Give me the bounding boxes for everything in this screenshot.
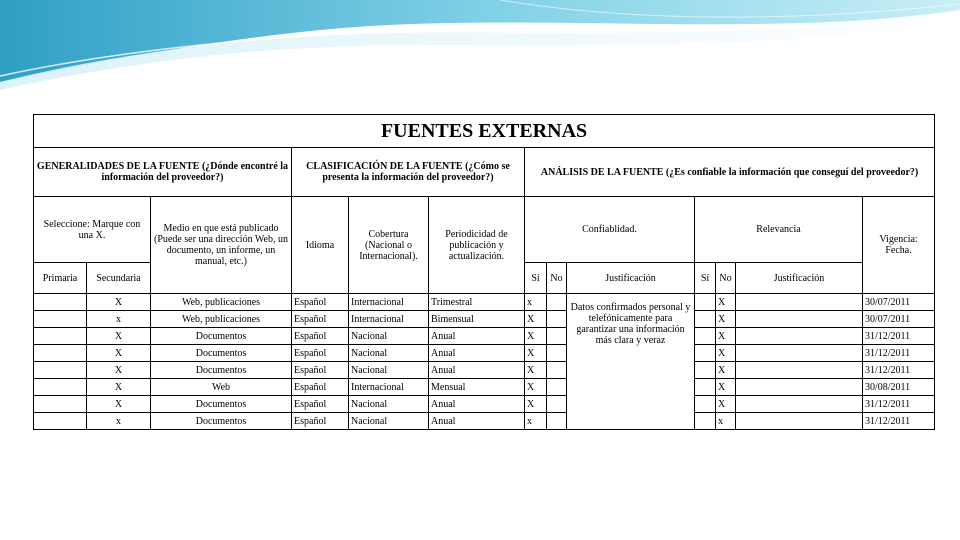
- cell-medio: Web: [151, 379, 292, 396]
- decorative-wave-banner: [0, 0, 960, 110]
- cell-conf-si: X: [525, 311, 547, 328]
- cell-secundaria: X: [87, 328, 151, 345]
- cell-periodicidad: Anual: [429, 362, 525, 379]
- cell-medio: Web, publicaciones: [151, 294, 292, 311]
- cell-primaria: [34, 413, 87, 430]
- cell-conf-si: X: [525, 396, 547, 413]
- cell-rel-si: [695, 311, 716, 328]
- cell-cobertura: Nacional: [349, 345, 429, 362]
- header-secundaria: Secundaria: [87, 263, 151, 294]
- cell-rel-no: X: [716, 345, 736, 362]
- cell-rel-just: [736, 362, 863, 379]
- cell-periodicidad: Anual: [429, 345, 525, 362]
- cell-secundaria: X: [87, 362, 151, 379]
- cell-secundaria: x: [87, 413, 151, 430]
- cell-periodicidad: Anual: [429, 396, 525, 413]
- table-row: [34, 294, 935, 311]
- cell-conf-no: [547, 379, 567, 396]
- table-row: [34, 396, 935, 413]
- cell-rel-just: [736, 413, 863, 430]
- cell-conf-si: x: [525, 294, 547, 311]
- cell-vigencia: 31/12/2011: [863, 396, 935, 413]
- header-rel-no: No: [716, 263, 736, 294]
- cell-idioma: Español: [292, 413, 349, 430]
- cell-rel-just: [736, 328, 863, 345]
- cell-secundaria: X: [87, 396, 151, 413]
- cell-cobertura: Nacional: [349, 413, 429, 430]
- header-rel-justificacion: Justificación: [736, 263, 863, 294]
- cell-rel-si: [695, 362, 716, 379]
- cell-conf-no: [547, 413, 567, 430]
- header-cobertura: Cobertura (Nacional o Internacional).: [349, 197, 429, 294]
- group-analisis: ANÁLISIS DE LA FUENTE (¿Es confiable la información que conseguí del proveedor?): [525, 148, 935, 197]
- external-sources-table: [33, 114, 935, 430]
- table-row: [34, 328, 935, 345]
- header-vigencia: Vigencia: Fecha.: [863, 197, 935, 294]
- header-conf-si: Sí: [525, 263, 547, 294]
- cell-rel-si: [695, 413, 716, 430]
- cell-vigencia: 31/12/2011: [863, 345, 935, 362]
- header-seleccione: Seleccione: Marque con una X.: [34, 197, 151, 263]
- cell-primaria: [34, 311, 87, 328]
- cell-rel-si: [695, 396, 716, 413]
- cell-conf-si: X: [525, 362, 547, 379]
- cell-medio: Documentos: [151, 396, 292, 413]
- cell-primaria: [34, 362, 87, 379]
- cell-rel-just: [736, 396, 863, 413]
- cell-conf-si: X: [525, 345, 547, 362]
- cell-medio: Documentos: [151, 345, 292, 362]
- group-clasificacion: CLASIFICACIÓN DE LA FUENTE (¿Cómo se presenta la información del proveedor?): [292, 148, 525, 197]
- cell-medio: Documentos: [151, 413, 292, 430]
- cell-rel-just: [736, 311, 863, 328]
- cell-rel-no: X: [716, 379, 736, 396]
- cell-secundaria: x: [87, 311, 151, 328]
- cell-rel-no: x: [716, 413, 736, 430]
- header-rel-si: Sí: [695, 263, 716, 294]
- cell-vigencia: 30/08/2011: [863, 379, 935, 396]
- cell-rel-no: X: [716, 294, 736, 311]
- cell-idioma: Español: [292, 328, 349, 345]
- cell-primaria: [34, 379, 87, 396]
- cell-idioma: Español: [292, 294, 349, 311]
- cell-vigencia: 31/12/2011: [863, 413, 935, 430]
- table-row: [34, 379, 935, 396]
- cell-periodicidad: Mensual: [429, 379, 525, 396]
- cell-vigencia: 30/07/2011: [863, 311, 935, 328]
- header-medio: Medio en que está publicado (Puede ser una dirección Web, un documento, un informe, un manual, etc.): [151, 197, 292, 294]
- cell-rel-no: X: [716, 328, 736, 345]
- cell-rel-just: [736, 379, 863, 396]
- cell-rel-just: [736, 345, 863, 362]
- cell-conf-no: [547, 362, 567, 379]
- cell-cobertura: Nacional: [349, 396, 429, 413]
- cell-secundaria: X: [87, 379, 151, 396]
- cell-conf-no: [547, 294, 567, 311]
- cell-rel-no: X: [716, 362, 736, 379]
- cell-cobertura: Nacional: [349, 328, 429, 345]
- cell-medio: Web, publicaciones: [151, 311, 292, 328]
- cell-conf-si: x: [525, 413, 547, 430]
- cell-idioma: Español: [292, 311, 349, 328]
- cell-secundaria: X: [87, 345, 151, 362]
- table-row: [34, 413, 935, 430]
- table-title: FUENTES EXTERNAS: [34, 115, 935, 148]
- cell-idioma: Español: [292, 345, 349, 362]
- header-idioma: Idioma: [292, 197, 349, 294]
- cell-rel-si: [695, 379, 716, 396]
- cell-rel-si: [695, 328, 716, 345]
- header-confiabilidad: Confiablidad.: [525, 197, 695, 263]
- cell-rel-no: X: [716, 311, 736, 328]
- table-body: [34, 294, 935, 430]
- cell-periodicidad: Bimensual: [429, 311, 525, 328]
- cell-vigencia: 31/12/2011: [863, 362, 935, 379]
- header-primaria: Primaria: [34, 263, 87, 294]
- table-row: [34, 345, 935, 362]
- cell-conf-no: [547, 328, 567, 345]
- cell-idioma: Español: [292, 379, 349, 396]
- cell-vigencia: 30/07/2011: [863, 294, 935, 311]
- cell-primaria: [34, 328, 87, 345]
- cell-medio: Documentos: [151, 362, 292, 379]
- header-conf-justificacion: Justificación: [567, 263, 695, 294]
- table-row: [34, 311, 935, 328]
- cell-cobertura: Nacional: [349, 362, 429, 379]
- cell-cobertura: Internacional: [349, 294, 429, 311]
- cell-rel-just: [736, 294, 863, 311]
- header-relevancia: Relevancia: [695, 197, 863, 263]
- cell-cobertura: Internacional: [349, 379, 429, 396]
- cell-primaria: [34, 345, 87, 362]
- cell-periodicidad: Trimestral: [429, 294, 525, 311]
- header-periodicidad: Periodicidad de publicación y actualización.: [429, 197, 525, 294]
- header-conf-no: No: [547, 263, 567, 294]
- cell-rel-no: X: [716, 396, 736, 413]
- cell-cobertura: Internacional: [349, 311, 429, 328]
- cell-idioma: Español: [292, 362, 349, 379]
- cell-conf-justificacion: Datos confirmados personal y telefónicamente para garantizar una información más clara y veraz: [567, 294, 695, 430]
- cell-rel-si: [695, 345, 716, 362]
- cell-periodicidad: Anual: [429, 413, 525, 430]
- cell-conf-si: X: [525, 328, 547, 345]
- cell-conf-si: X: [525, 379, 547, 396]
- cell-primaria: [34, 294, 87, 311]
- cell-conf-no: [547, 396, 567, 413]
- table-row: [34, 362, 935, 379]
- group-generalidades: GENERALIDADES DE LA FUENTE (¿Dónde encontré la información del proveedor?): [34, 148, 292, 197]
- cell-periodicidad: Anual: [429, 328, 525, 345]
- cell-secundaria: X: [87, 294, 151, 311]
- cell-vigencia: 31/12/2011: [863, 328, 935, 345]
- cell-rel-si: [695, 294, 716, 311]
- cell-conf-no: [547, 345, 567, 362]
- cell-conf-no: [547, 311, 567, 328]
- cell-primaria: [34, 396, 87, 413]
- cell-idioma: Español: [292, 396, 349, 413]
- cell-medio: Documentos: [151, 328, 292, 345]
